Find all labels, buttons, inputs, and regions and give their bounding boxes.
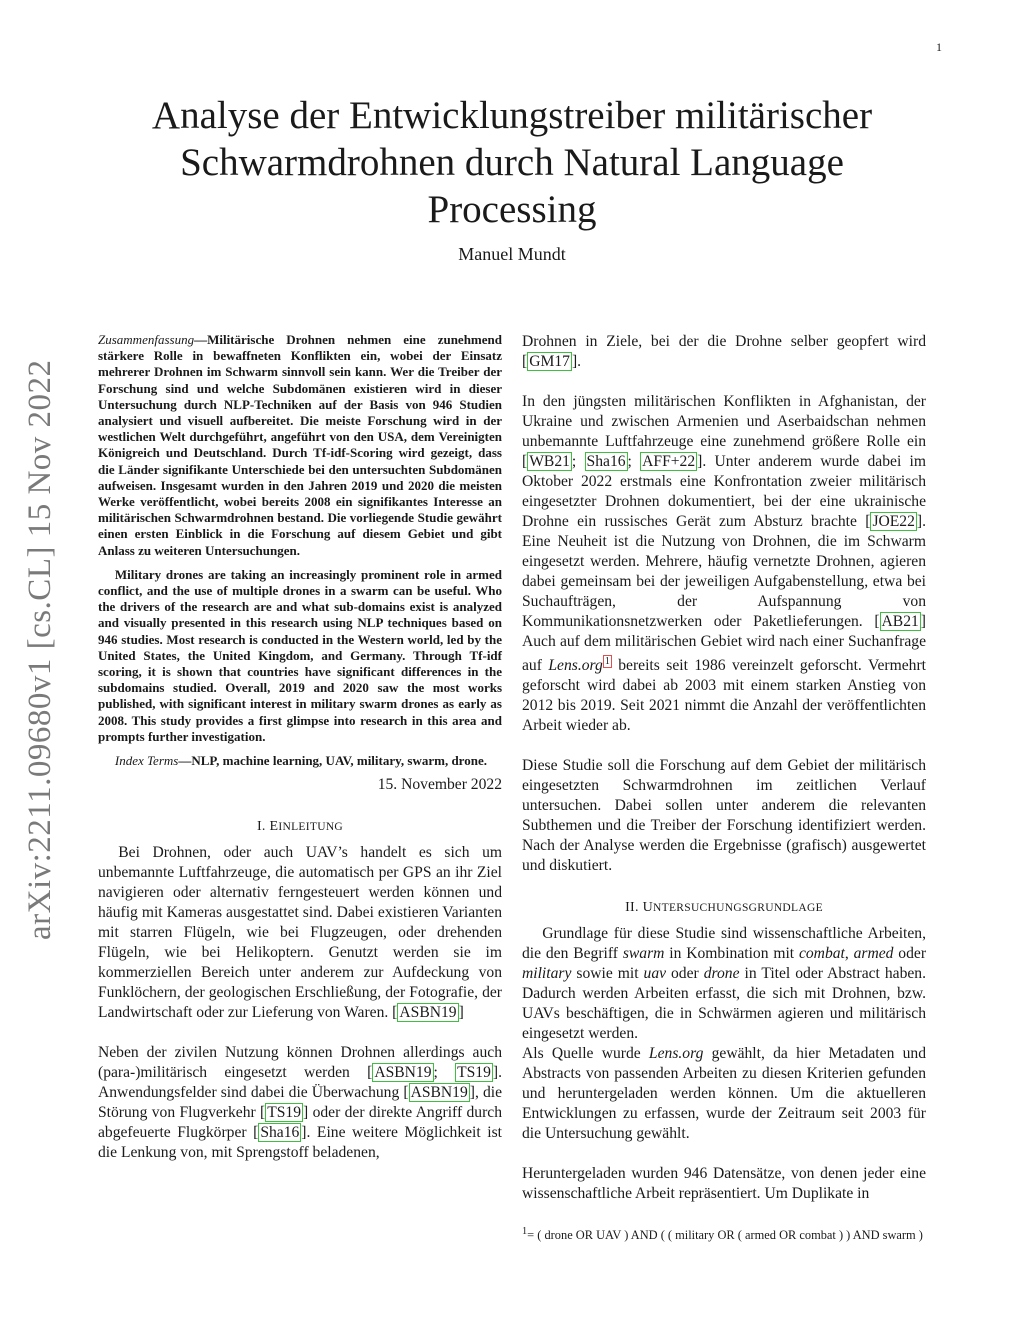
citation-link[interactable]: Sha16: [586, 453, 626, 470]
index-terms-label: Index Terms: [114, 753, 179, 769]
footnote-link[interactable]: 1: [604, 656, 610, 667]
footnote-text: = ( drone OR UAV ) AND ( ( military OR ( armed OR combat ) ) AND swarm ): [527, 1228, 923, 1243]
left-column: [98, 332, 502, 1163]
abstract-german: [98, 332, 502, 559]
citation-link[interactable]: ASBN19: [410, 1084, 468, 1102]
citation-link[interactable]: ASBN19: [374, 1064, 432, 1082]
paper-title: Analyse der Entwicklungstreiber militärischer Schwarmdrohnen durch Natural Language Processing: [151, 94, 873, 231]
citation-link[interactable]: AB21: [881, 613, 919, 630]
section-heading-untersuchungsgrundlage: II. UNTERSUCHUNGSGRUNDLAGE: [625, 900, 823, 916]
abstract-label: Zusammenfassung: [98, 332, 195, 347]
citation-link[interactable]: TS19: [267, 1104, 302, 1122]
paragraph: Grundlage für diese Studie sind wissenschaftliche Arbeiten, die den Begriff swarm in Kombination mit combat, armed oder military sowie mit uav oder drone in Titel oder Abstract haben. Dadurch werden Arbeiten erfasst, die sich mit Drohnen, bzw. UAVs beschäftigen, die in Schwärmen agieren und militärisch eingesetzt werden.: [522, 925, 927, 1043]
citation-link[interactable]: WB21: [529, 453, 570, 470]
footnote: [522, 1224, 926, 1243]
citation-link[interactable]: ASBN19: [399, 1004, 457, 1022]
page-number: 1: [936, 40, 942, 54]
abstract-english: Military drones are taking an increasingly prominent role in armed conflict, and the use of multiple drones in a swarm can be useful. Who the drivers of the research are and what sub-domains exist is analyzed and visually presented in this research using NLP techniques based on 946 studies. Most research is conducted in the Western world, led by the United States, the United Kingdom, and Germany. Through Tf-idf scoring, it is shown that countries have significant differences in the subdomains studied. Overall, 2019 and 2020 saw the most works published, with significant interest in military swarm drones as early as 2008. This study provides a first glimpse into research in this area and prompts further investigation.: [98, 566, 502, 744]
citation-link[interactable]: Sha16: [260, 1124, 300, 1142]
paragraph: Bei Drohnen, oder auch UAV’s handelt es sich um unbemannte Luftfahrzeuge, die automatisch per GPS an ihr Ziel navigieren oder alternativ ferngesteuert werden können und häufig mit Kameras ausgestattet sind. Dabei existieren Varianten mit starren Flügeln, wie bei Flugzeugen, oder drehenden Flügeln, wie bei Helikoptern. Genutzt werden sie im kommerziellen Bereich unter anderem zur Aufdeckung von Funklöchern, der geologischen Erschließung, der Fotografie, der Landwirtschaft oder zur Lieferung von Waren. [ ASBN19 ]: [98, 844, 502, 1022]
footnote-mark: 1: [522, 1226, 528, 1238]
paragraph: Drohnen in Ziele, bei der die Drohne selber geopfert wird [ GM17 ].: [522, 333, 926, 370]
paragraph: Neben der zivilen Nutzung können Drohnen allerdings auch (para-)militärisch eingesetzt werden [ ASBN19 ; TS19 ]. Anwendungsfelder sind dabei die Überwachung [ ASBN19 ], die Störung von Flugverkehr [ TS19 ] oder der direkte Angriff durch abgefeuerte Flugkörper [ Sha16 ]. Eine weitere Möglichkeit ist die Lenkung von, mit Sprengstoff beladenen,: [98, 1044, 502, 1162]
section-heading-einleitung: I. EINLEITUNG: [256, 819, 344, 835]
citation-link[interactable]: AFF+22: [642, 453, 696, 470]
citation-link[interactable]: TS19: [457, 1064, 491, 1082]
citation-link[interactable]: JOE22: [872, 513, 915, 530]
paragraph: Heruntergeladen wurden 946 Datensätze, von denen jeder eine wissenschaftliche Arbeit repräsentiert. Um Duplikate in: [522, 1165, 926, 1203]
abstract-german-text: —Militärische Drohnen nehmen eine zunehmend stärkere Rolle in bewaffneten Konflikten ein, wobei der Einsatz mehrerer Drohnen im Schwarm sinnvoll sein kann. Wer die Treiber der Forschung sind und welche Subdomänen existieren wird in dieser Untersuchung durch NLP-Techniken auf der Basis von 946 Studien analysiert und visuell aufbereitet. Die meiste Forschung wird in der westlichen Welt durchgeführt, angeführt von den USA, dem Vereinigten Königreich und Deutschland. Durch Tf-idf-Scoring wird gezeigt, dass die Länder signifikante Unterschiede bei den untersuchten Subdomänen aufweisen. Insgesamt wurden in den Jahren 2019 und 2020 die meisten Werke veröffentlicht, wobei bereits 2008 ein signifikantes Interesse an militärischen Schwarmdrohnen bestand. Die vorliegende Studie gewährt einen ersten Einblick in die Forschung auf diesem Gebiet und gibt Anlass zu weiteren Untersuchungen.: [98, 332, 502, 558]
arxiv-stamp[interactable]: arXiv:2211.09680v1 [cs.CL] 15 Nov 2022: [22, 359, 58, 940]
index-terms: [98, 753, 502, 769]
date: 15. November 2022: [377, 776, 502, 794]
citation-link[interactable]: GM17: [529, 353, 570, 370]
author: Manuel Mundt: [458, 244, 566, 264]
paragraph: Diese Studie soll die Forschung auf dem Gebiet der militärisch eingesetzten Schwarmdrohnen im zeitlichen Verlauf untersuchen. Dabei sollen unter anderem die relevanten Subthemen und die Treiber der Forschung identifiziert werden. Nach der Analyse werden die Ergebnisse (grafisch) ausgewertet und diskutiert.: [522, 757, 926, 875]
paragraph: Als Quelle wurde Lens.org gewählt, da hier Metadaten und Abstracts von passenden Arbeiten zu diesen Kriterien gefunden und heruntergeladen werden können. Um die aktuelleren Entwicklungen zu erfassen, wurde der Zeitraum seit 2003 für die Untersuchung gewählt.: [522, 1045, 926, 1143]
lens-org: Lens.org: [548, 657, 603, 675]
right-column: [522, 332, 926, 1243]
index-terms-text: —NLP, machine learning, UAV, military, swarm, drone.: [178, 753, 487, 769]
paragraph: In den jüngsten militärischen Konflikten in Afghanistan, der Ukraine und zwischen Armenien und Aserbaidschan nehmen unbemannte Luftfahrzeuge eine zunehmend größere Rolle ein [ WB21 ; Sha16 ; AFF+22 ]. Unter anderem wurde dabei im Oktober 2022 erstmals eine Konfrontation zweier militärisch eingesetzter Drohnen dokumentiert, bei der eine ukrainische Drohne ein russisches Gerät zum Absturz brachte [ JOE22 ]. Eine Neuheit ist die Nutzung von Drohnen, die im Schwarm eingesetzt werden. Mehrere, häufig vernetzte Drohnen, agieren dabei gemeinsam bei der jeweiligen Aufgabenstellung, etwa bei Suchaufträgen, der Aufspannung von Kommunikationsnetzwerken oder Paketlieferungen. [ AB21 ] Auch auf dem militärischen Gebiet wird nach einer Suchanfrage auf Lens.org $^1$ bereits seit 1986 vereinzelt geforscht. Vermehrt geforscht wird dabei ab 2003 mit einem starken Anstieg von 2012 bis 2019. Seit 2021 nimmt die Anzahl der veröffentlichten Arbeit wieder ab.: [522, 393, 927, 735]
